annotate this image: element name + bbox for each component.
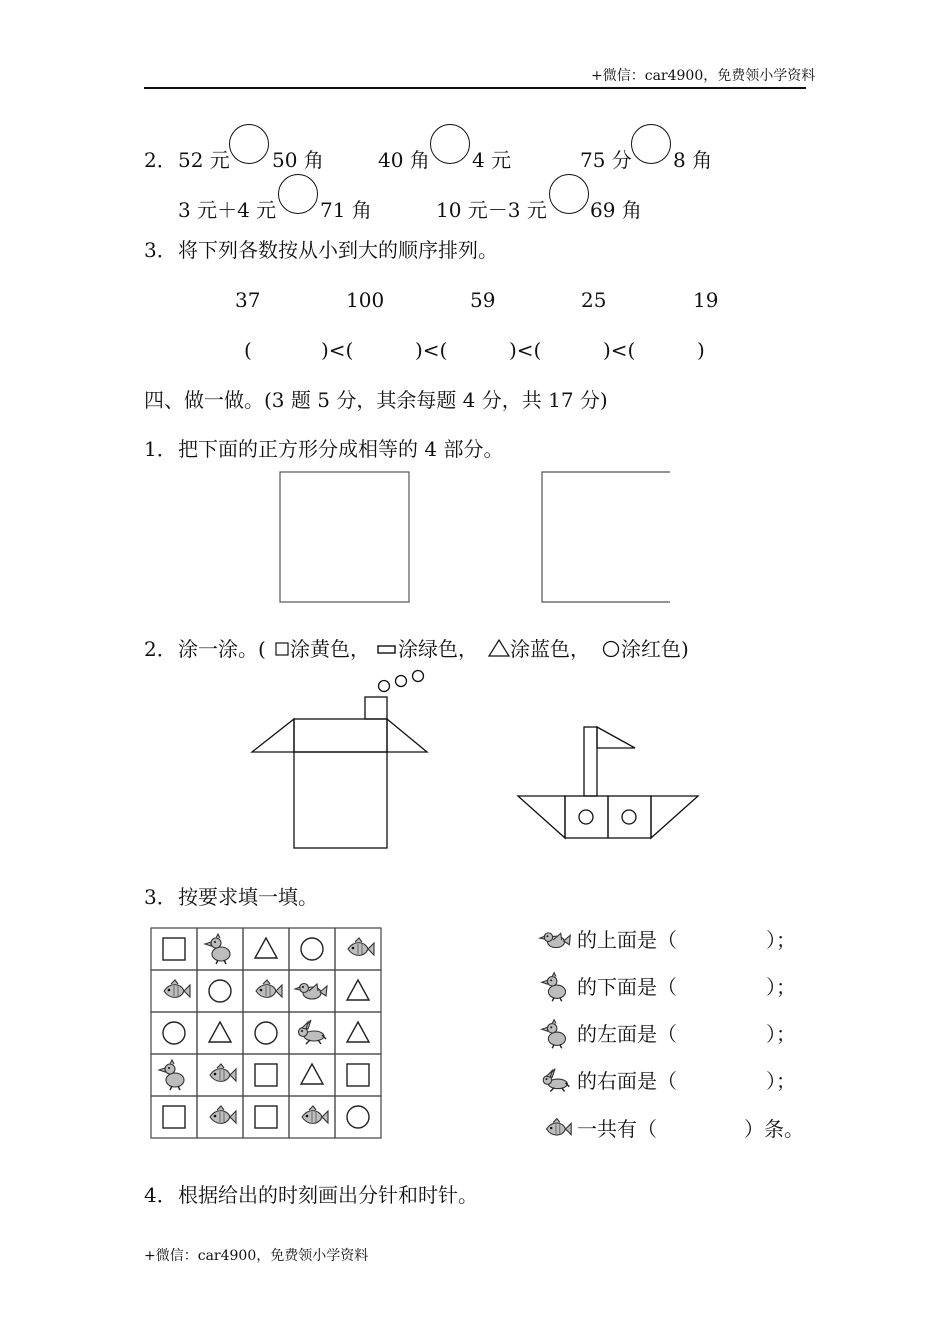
s4q2-part-3: 涂蓝色， (510, 637, 590, 661)
q2-item-3-left: 75 分 (580, 148, 632, 172)
s4q2-number: 2． (144, 637, 177, 661)
s4q1-number: 1． (144, 437, 177, 461)
q3-blank-sep-4: )<( (603, 338, 636, 362)
q3-number-3: 59 (470, 288, 496, 312)
q2-item-4-right: 71 角 (320, 198, 372, 222)
q2-item-2-right: 4 元 (472, 148, 512, 172)
bird-icon (540, 933, 570, 948)
q3-blank-sep-2: )<( (415, 338, 448, 362)
s4q3-number: 3． (144, 885, 177, 909)
s4q3-question-3-text: 的左面是（ (577, 1022, 677, 1046)
s4q3-question-1-text: 的上面是（ (577, 928, 677, 952)
q2-item-1-right: 50 角 (272, 148, 324, 172)
q2-number: 2． (144, 148, 177, 172)
s4q2-part-2: 涂绿色， (398, 637, 478, 661)
rabbit-icon (543, 1069, 569, 1092)
q3-blank-open: ( (244, 338, 252, 362)
s4q3-question-5-text: 一共有（ (577, 1117, 657, 1141)
s4q3-question-3-tail: ）； (766, 1022, 796, 1046)
q2-item-2-left: 40 角 (378, 148, 430, 172)
duck-icon (542, 1020, 566, 1049)
q3-blank-close: ) (697, 338, 705, 362)
s4q3-question-4-text: 的右面是（ (577, 1069, 677, 1093)
s4q2-prefix: 涂一涂。( (178, 637, 266, 661)
s4q4-number: 4． (144, 1183, 177, 1207)
q2-item-4-left: 3 元＋4 元 (178, 198, 277, 222)
q3-blank-sep-1: )<( (321, 338, 354, 362)
s4q3-question-1-tail: ）； (766, 928, 796, 952)
s4q1-prompt: 把下面的正方形分成相等的 4 部分。 (178, 437, 504, 461)
q3-number-4: 25 (581, 288, 607, 312)
s4q2-part-4: 涂红色) (621, 637, 689, 661)
s4q3-prompt: 按要求填一填。 (178, 885, 318, 909)
duck-icon (542, 973, 566, 1002)
s4q2-part-1: 涂黄色， (290, 637, 370, 661)
s4q3-question-2-text: 的下面是（ (577, 975, 677, 999)
q2-item-5-left: 10 元－3 元 (436, 198, 547, 222)
q2-item-5-right: 69 角 (590, 198, 642, 222)
header-text: +微信：car4900，免费领小学资料 (591, 68, 816, 84)
q2-item-3-right: 8 角 (673, 148, 713, 172)
q3-blank-sep-3: )<( (509, 338, 542, 362)
s4q4-prompt: 根据给出的时刻画出分针和时针。 (178, 1183, 478, 1207)
s4q3-question-4-tail: ）； (766, 1069, 796, 1093)
q3-number-2: 100 (346, 288, 385, 312)
q3-number-5: 19 (693, 288, 719, 312)
q3-number-1: 37 (235, 288, 261, 312)
fish-icon (547, 1119, 572, 1136)
q2-item-1-left: 52 元 (178, 148, 230, 172)
q3-prompt: 将下列各数按从小到大的顺序排列。 (178, 238, 498, 262)
footer-text: +微信：car4900，免费领小学资料 (144, 1248, 369, 1264)
s4q3-question-2-tail: ）； (766, 975, 796, 999)
section-4-title: 四、做一做。(3 题 5 分，其余每题 4 分，共 17 分) (144, 388, 608, 412)
q3-number: 3． (144, 238, 177, 262)
s4q3-question-5-tail: ）条。 (744, 1117, 804, 1141)
